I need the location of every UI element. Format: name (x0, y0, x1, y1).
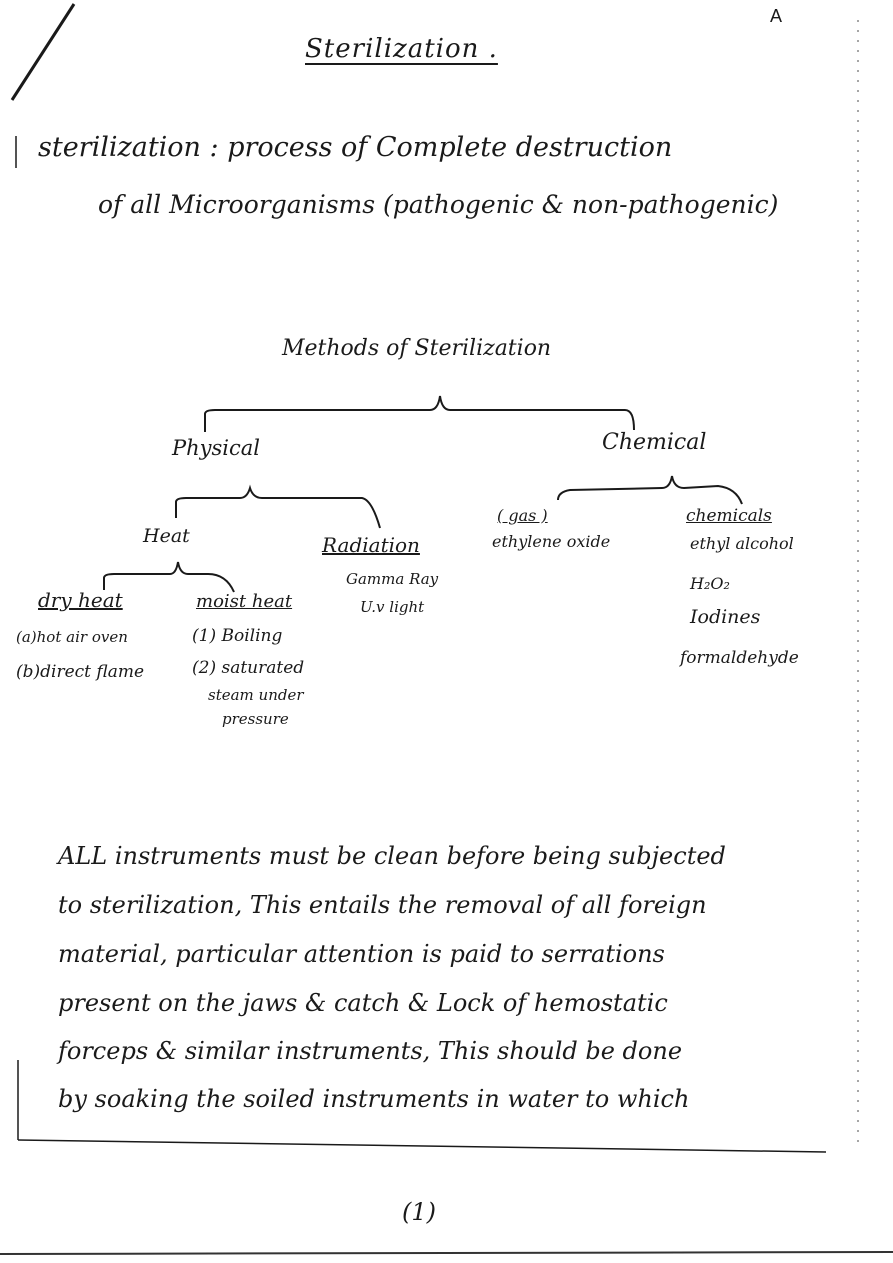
paragraph-line: material, particular attention is paid to serrations (58, 940, 665, 968)
node-physical: Physical (172, 436, 261, 460)
paragraph-line: ALL instruments must be clean before being subjected (58, 842, 726, 870)
radiation-item: Gamma Ray (346, 570, 439, 588)
chemical-item: formaldehyde (680, 648, 799, 668)
bottom-rule (18, 1140, 826, 1152)
dry-heat-item: (b)direct flame (16, 662, 145, 682)
moist-heat-item: (2) saturated (192, 658, 305, 678)
node-moist-heat: moist heat (196, 591, 293, 612)
chemical-item: H₂O₂ (690, 574, 730, 593)
heat-brace (104, 562, 234, 592)
chemical-brace (558, 476, 742, 504)
paragraph-line: to sterilization, This entails the removal of all foreign (58, 891, 707, 919)
paragraph-line: by soaking the soiled instruments in water to which (58, 1085, 690, 1113)
chemical-item: ethyl alcohol (690, 534, 794, 553)
node-heat: Heat (143, 525, 190, 547)
moist-heat-item: steam under (208, 686, 304, 704)
corner-slash (12, 4, 74, 100)
definition-line-2: of all Microorganisms (pathogenic & non-pathogenic) (98, 190, 779, 219)
physical-brace (176, 488, 380, 528)
node-chemical: Chemical (602, 430, 707, 455)
node-chemicals: chemicals (686, 506, 772, 526)
tree-title: Methods of Sterilization (282, 336, 552, 361)
node-gas: ( gas ) (497, 506, 548, 525)
page-bottom-edge (0, 1252, 893, 1254)
paragraph-line: present on the jaws & catch & Lock of hemostatic (58, 989, 668, 1017)
main-brace (205, 396, 634, 432)
page-title: Sterilization . (305, 34, 498, 64)
radiation-item: U.v light (360, 598, 425, 616)
definition-line-1: sterilization : process of Complete destruction (38, 132, 673, 163)
chemical-item: Iodines (690, 606, 761, 628)
node-radiation: Radiation (322, 533, 420, 557)
page-number: (1) (402, 1198, 436, 1226)
paragraph-line: forceps & similar instruments, This should be done (58, 1037, 683, 1065)
node-dry-heat: dry heat (38, 588, 123, 612)
gas-item: ethylene oxide (492, 532, 611, 551)
moist-heat-item: pressure (222, 710, 289, 728)
moist-heat-item: (1) Boiling (192, 626, 283, 646)
dry-heat-item: (a)hot air oven (16, 628, 128, 646)
corner-mark: A (770, 6, 783, 26)
